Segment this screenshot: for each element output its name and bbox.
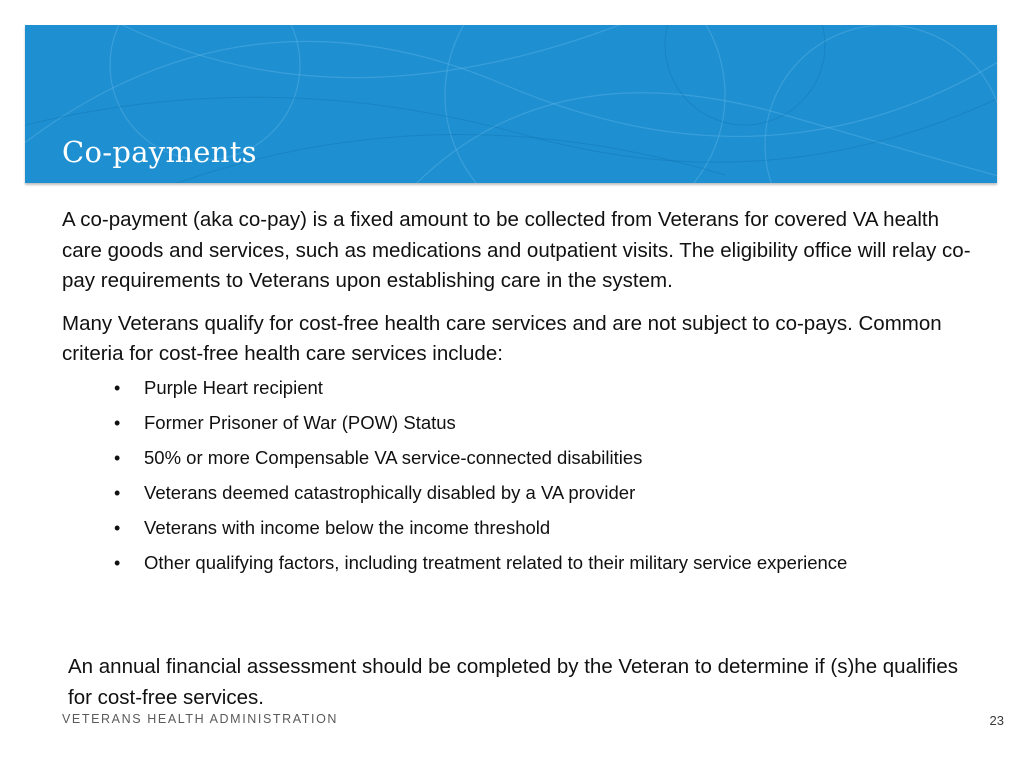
bullet-icon: • bbox=[114, 517, 121, 538]
list-item bbox=[114, 444, 982, 472]
list-item-text: Former Prisoner of War (POW) Status bbox=[144, 411, 456, 433]
criteria-list bbox=[62, 374, 982, 577]
list-item bbox=[114, 374, 982, 402]
slide-title: Co-payments bbox=[62, 135, 257, 169]
criteria-paragraph: Many Veterans qualify for cost-free health care services and are not subject to co-pays. Common criteria for cost-free health care services include: bbox=[62, 311, 942, 365]
list-item bbox=[114, 479, 982, 507]
title-banner bbox=[25, 25, 997, 183]
list-item-text: 50% or more Compensable VA service-connected disabilities bbox=[144, 446, 643, 468]
footer-organization: VETERANS HEALTH ADMINISTRATION bbox=[62, 712, 339, 726]
page-number: 23 bbox=[989, 713, 1004, 728]
intro-paragraph: A co-payment (aka co-pay) is a fixed amount to be collected from Veterans for covered VA health care goods and services, such as medications and outpatient visits. The eligibility office will relay co-pay requirements to Veterans upon establishing care in the system. bbox=[62, 208, 971, 292]
bullet-icon: • bbox=[114, 552, 121, 573]
bullet-icon: • bbox=[114, 412, 121, 433]
list-item-text: Veterans with income below the income threshold bbox=[144, 516, 551, 538]
list-item-text: Other qualifying factors, including treatment related to their military service experience bbox=[144, 551, 848, 573]
bullet-icon: • bbox=[114, 447, 121, 468]
list-item bbox=[114, 549, 982, 577]
list-item bbox=[114, 409, 982, 437]
list-item bbox=[114, 514, 982, 542]
slide-body bbox=[62, 205, 982, 584]
bullet-icon: • bbox=[114, 377, 121, 398]
closing-paragraph: An annual financial assessment should be completed by the Veteran to determine if (s)he qualifies for cost-free services. bbox=[68, 655, 958, 709]
list-item-text: Purple Heart recipient bbox=[144, 376, 323, 398]
bullet-icon: • bbox=[114, 482, 121, 503]
list-item-text: Veterans deemed catastrophically disabled by a VA provider bbox=[144, 481, 636, 503]
